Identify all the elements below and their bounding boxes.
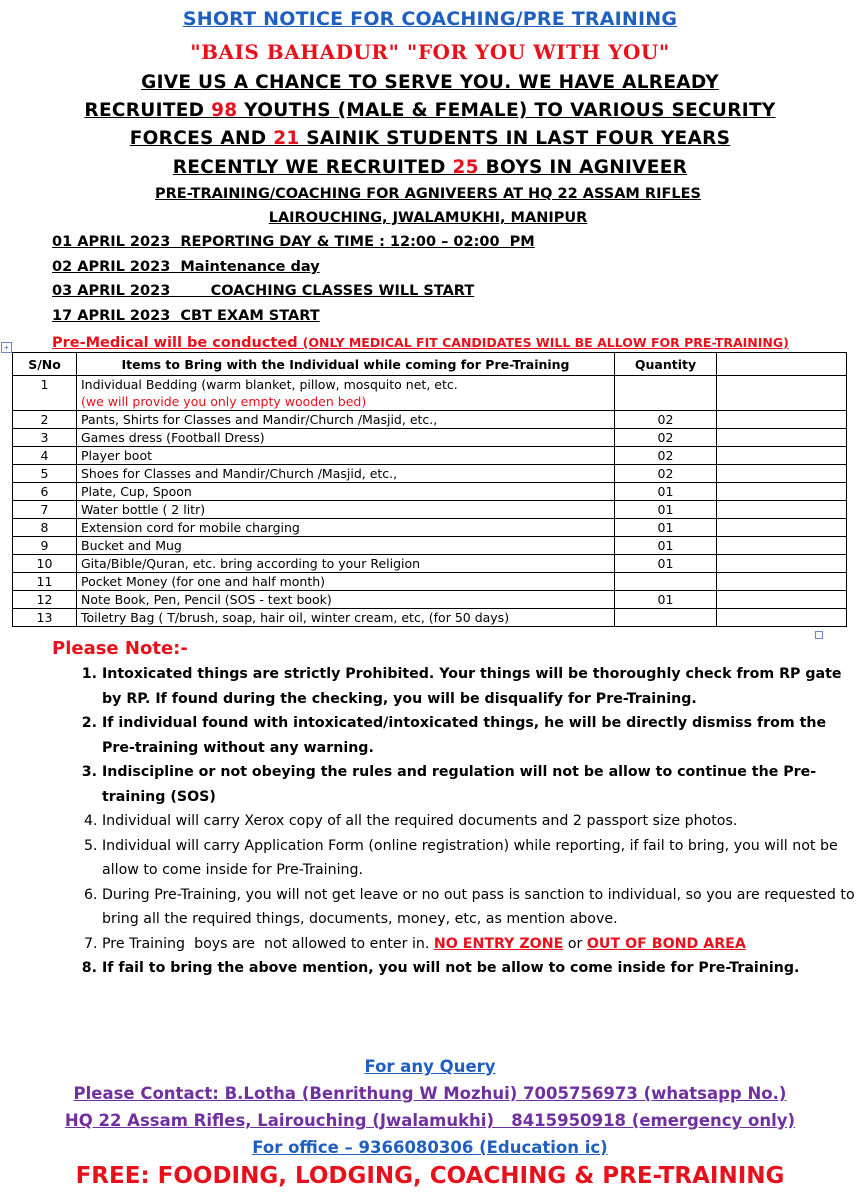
table-resize-handle-icon[interactable]: [815, 631, 823, 639]
table-row: [13, 591, 847, 609]
table-row: [13, 537, 847, 555]
column-header: [717, 353, 847, 376]
row-number: 3: [13, 429, 77, 447]
row-blank: [717, 447, 847, 465]
row-item: Gita/Bible/Quran, etc. bring according to your Religion: [77, 555, 615, 573]
row-item: Pants, Shirts for Classes and Mandir/Church /Masjid, etc.,: [77, 411, 615, 429]
row-item: Plate, Cup, Spoon: [77, 483, 615, 501]
out-of-bond-area: OUT OF BOND AREA: [586, 935, 746, 952]
table-row: [13, 447, 847, 465]
table-row: [13, 501, 847, 519]
column-header: Items to Bring with the Individual while coming for Pre-Training: [77, 353, 615, 376]
table-move-handle-icon[interactable]: +: [1, 342, 12, 353]
row-quantity: 02: [615, 429, 717, 447]
row-blank: [717, 429, 847, 447]
note-item: 1. Intoxicated things are strictly Prohibited. Your things will be thoroughly check from RP gate by RP. If found during the checking, you will be disqualify for Pre-Training.: [102, 662, 860, 711]
row-quantity: 02: [615, 411, 717, 429]
contact-hq: HQ 22 Assam Rifles, Lairouching (Jwalamukhi) 8415950918 (emergency only): [64, 1111, 796, 1130]
row-quantity: 01: [615, 555, 717, 573]
contact-person: Please Contact: B.Lotha (Benrithung W Mozhui) 7005756973 (whatsapp No.): [73, 1084, 787, 1103]
row-quantity: [615, 376, 717, 411]
row-item: Games dress (Football Dress): [77, 429, 615, 447]
row-blank: [717, 376, 847, 411]
row-quantity: [615, 573, 717, 591]
location-line-1: PRE-TRAINING/COACHING FOR AGNIVEERS AT HQ 22 ASSAM RIFLES: [155, 186, 701, 202]
table-row: [13, 573, 847, 591]
row-number: 12: [13, 591, 77, 609]
row-number: 13: [13, 609, 77, 627]
row-blank: [717, 573, 847, 591]
row-item: Player boot: [77, 447, 615, 465]
row-blank: [717, 555, 847, 573]
intro-line-3: FORCES AND 21 SAINIK STUDENTS IN LAST FOUR YEARS: [129, 128, 731, 149]
notes-heading: Please Note:-: [52, 638, 188, 659]
row-number: 7: [13, 501, 77, 519]
footer-free-services: FREE: FOODING, LODGING, COACHING & PRE-TRAINING: [75, 1163, 785, 1189]
table-row: [13, 555, 847, 573]
row-blank: [717, 591, 847, 609]
row-quantity: 01: [615, 501, 717, 519]
table-row: [13, 429, 847, 447]
row-item: Water bottle ( 2 litr): [77, 501, 615, 519]
items-table: [12, 352, 847, 627]
row-blank: [717, 465, 847, 483]
row-blank: [717, 411, 847, 429]
row-quantity: [615, 609, 717, 627]
schedule-item: 17 APRIL 2023 CBT EXAM START: [52, 308, 320, 324]
note-item: 4. Individual will carry Xerox copy of all the required documents and 2 passport size photos.: [102, 809, 860, 834]
row-quantity: 02: [615, 447, 717, 465]
note-item: 6. During Pre-Training, you will not get leave or no out pass is sanction to individual, so you are requested to bring all the required things, documents, money, etc, as mention above.: [102, 883, 860, 932]
row-quantity: 01: [615, 519, 717, 537]
row-number: 10: [13, 555, 77, 573]
row-number: 5: [13, 465, 77, 483]
table-row: [13, 465, 847, 483]
table-row: [13, 519, 847, 537]
agniveer-count: 25: [452, 157, 479, 178]
column-header: S/No: [13, 353, 77, 376]
row-item: Extension cord for mobile charging: [77, 519, 615, 537]
note-item: 3. Indiscipline or not obeying the rules and regulation will not be allow to continue the Pre-training (SOS): [102, 760, 860, 809]
row-item-subnote: (we will provide you only empty wooden bed): [81, 394, 367, 409]
table-row: [13, 483, 847, 501]
intro-line-4: RECENTLY WE RECRUITED 25 BOYS IN AGNIVEER: [172, 157, 688, 178]
row-blank: [717, 537, 847, 555]
table-row: [13, 411, 847, 429]
table-header-row: [13, 353, 847, 376]
row-item: Pocket Money (for one and half month): [77, 573, 615, 591]
row-blank: [717, 501, 847, 519]
row-item: Bucket and Mug: [77, 537, 615, 555]
row-number: 4: [13, 447, 77, 465]
note-item: 5. Individual will carry Application Form (online registration) while reporting, if fail to bring, you will not be allow to come inside for Pre-Training.: [102, 834, 860, 883]
pre-medical-notice: Pre-Medical will be conducted (ONLY MEDICAL FIT CANDIDATES WILL BE ALLOW FOR PRE-TRAINING): [52, 335, 789, 351]
recruited-count: 98: [211, 100, 238, 121]
row-quantity: 01: [615, 483, 717, 501]
sainik-count: 21: [273, 128, 300, 149]
schedule-item: 02 APRIL 2023 Maintenance day: [52, 259, 320, 275]
schedule-item: 03 APRIL 2023 COACHING CLASSES WILL START: [52, 283, 475, 299]
row-item: Toiletry Bag ( T/brush, soap, hair oil, winter cream, etc, (for 50 days): [77, 609, 615, 627]
row-quantity: 01: [615, 591, 717, 609]
slogan: "BAIS BAHADUR" "FOR YOU WITH YOU": [190, 40, 670, 64]
note-item: 2. If individual found with intoxicated/intoxicated things, he will be directly dismiss from the Pre-training without any warning.: [102, 711, 860, 760]
row-number: 8: [13, 519, 77, 537]
intro-line-1: GIVE US A CHANCE TO SERVE YOU. WE HAVE ALREADY: [141, 72, 719, 93]
row-number: 9: [13, 537, 77, 555]
notice-title: SHORT NOTICE FOR COACHING/PRE TRAINING: [182, 8, 678, 30]
row-blank: [717, 609, 847, 627]
location-line-2: LAIROUCHING, JWALAMUKHI, MANIPUR: [268, 210, 588, 226]
row-number: 11: [13, 573, 77, 591]
notes-list: [72, 662, 860, 981]
intro-line-2: RECRUITED 98 YOUTHS (MALE & FEMALE) TO VARIOUS SECURITY: [84, 100, 776, 121]
row-number: 2: [13, 411, 77, 429]
row-number: 6: [13, 483, 77, 501]
table-row: [13, 609, 847, 627]
table-row: [13, 376, 847, 411]
row-item: Individual Bedding (warm blanket, pillow, mosquito net, etc. (we will provide you only empty wooden bed): [77, 376, 615, 411]
row-item: Note Book, Pen, Pencil (SOS - text book): [77, 591, 615, 609]
row-blank: [717, 483, 847, 501]
note-item: 7. Pre Training boys are not allowed to enter in. NO ENTRY ZONE or OUT OF BOND AREA: [102, 932, 860, 957]
no-entry-zone: NO ENTRY ZONE: [433, 935, 564, 952]
row-number: 1: [13, 376, 77, 411]
contact-office: For office – 9366080306 (Education ic): [252, 1138, 608, 1157]
note-item: 8. If fail to bring the above mention, you will not be allow to come inside for Pre-Training.: [102, 956, 860, 981]
row-blank: [717, 519, 847, 537]
row-item: Shoes for Classes and Mandir/Church /Masjid, etc.,: [77, 465, 615, 483]
row-quantity: 01: [615, 537, 717, 555]
column-header: Quantity: [615, 353, 717, 376]
schedule-item: 01 APRIL 2023 REPORTING DAY & TIME : 12:00 – 02:00 PM: [52, 234, 535, 250]
query-heading: For any Query: [364, 1057, 496, 1076]
row-quantity: 02: [615, 465, 717, 483]
